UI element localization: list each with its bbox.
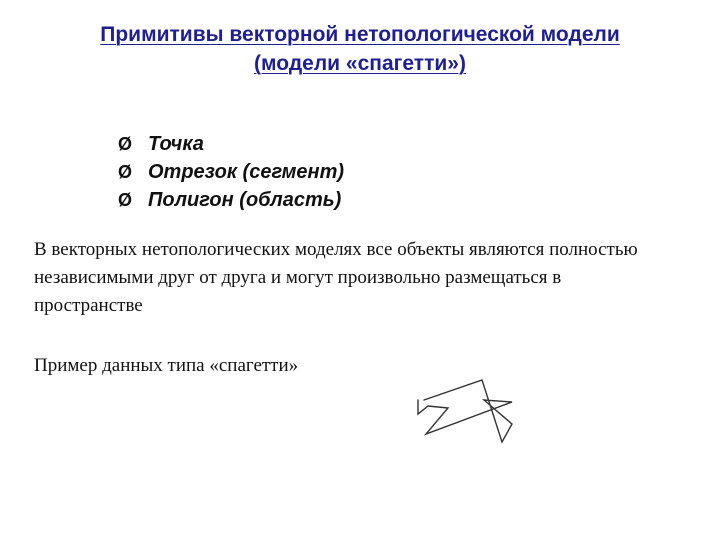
- list-item-point: [118, 130, 344, 158]
- slide-title: [20, 20, 700, 78]
- arrow-bullet-icon: Ø: [118, 134, 133, 154]
- slide-title-line-1: Примитивы векторной нетопологической модели: [100, 23, 620, 46]
- list-item-label: Полигон (область): [148, 189, 342, 211]
- list-item-polygon: [118, 186, 344, 214]
- description-paragraph: В векторных нетопологических моделях все объекты являются полностью независимыми друг от друга и могут произвольно размещаться в пространстве: [34, 239, 638, 316]
- list-item-label: Точка: [148, 133, 204, 155]
- primitives-list: [118, 130, 344, 214]
- arrow-bullet-icon: Ø: [118, 190, 133, 210]
- slide-title-line-2: (модели «спагетти»): [254, 52, 466, 75]
- spaghetti-data-illustration: [410, 378, 530, 448]
- arrow-bullet-icon: Ø: [118, 162, 133, 182]
- example-caption: Пример данных типа «спагетти»: [34, 355, 299, 376]
- spaghetti-line: [418, 380, 512, 442]
- list-item-segment: [118, 158, 344, 186]
- list-item-label: Отрезок (сегмент): [148, 161, 345, 183]
